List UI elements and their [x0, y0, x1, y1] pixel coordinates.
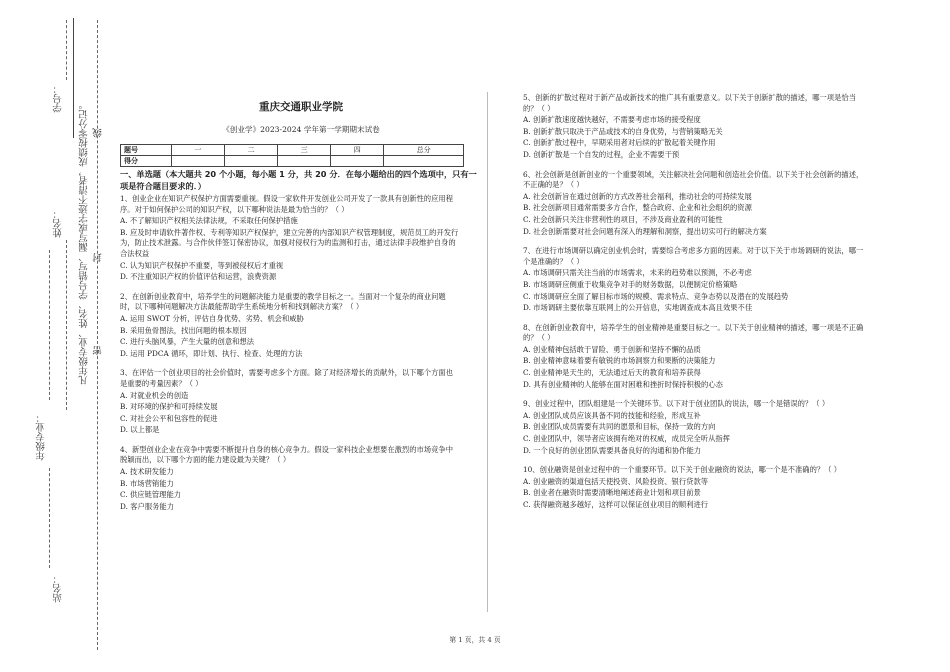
option-a: A. 不了解知识产权相关法律法规，不采取任何保护措施: [120, 216, 298, 226]
score-table-score-row: [121, 156, 464, 167]
option-b: B. 社会创新项目通常需要多方合作，整合政府、企业和社会组织的资源: [523, 203, 752, 213]
option-a: A. 创业精神包括敢于冒险、勇于创新和坚持不懈的品质: [523, 344, 701, 354]
question-text: 10、创业融资是创业过程中的一个重要环节。以下关于创业融资的说法，哪一个是不准确的？（ ）: [523, 465, 842, 475]
score-cell: [331, 156, 384, 167]
option-a: A. 技术研发能力: [120, 467, 174, 477]
question-text: 5、创新的扩散过程对于新产品或新技术的推广具有重要意义。以下关于创新扩散的描述，哪一项是恰当的？（ ）: [523, 93, 856, 113]
option-d: D. 客户服务能力: [120, 501, 175, 511]
seal-dashed-line: [97, 20, 98, 650]
option-d: D. 市场调研主要依靠互联网上的公开信息，实地调查成本高且效果不佳: [523, 303, 753, 313]
score-cell: 一: [172, 145, 225, 156]
score-cell: [225, 156, 278, 167]
name-label: 姓名：: [53, 209, 64, 238]
option-b: B. 创业团队成员需要有共同的愿景和目标，保持一致的方向: [523, 422, 716, 432]
question-text: 6、社会创新是创新创业的一个重要领域，关注解决社会问题和创造社会价值。以下关于社会创新的描述，不正确的是？（ ）: [523, 169, 864, 190]
option-b: B. 对环境的保护和可持续发展: [120, 402, 218, 412]
option-b: B. 应及时申请软件著作权、专利等知识产权保护，建立完善的内部知识产权管理制度，规范员工的开发行为，防止技术泄露。与合作伙伴签订保密协议，加强对侵权行为的监测和打击，通过法律手段维护自身的合法权益: [120, 227, 459, 258]
score-table: [120, 144, 464, 167]
option-b: B. 采用鱼骨图法，找出问题的根本原因: [120, 325, 247, 335]
question-9: [523, 399, 868, 456]
option-b: B. 市场调研应侧重于收集竞争对手的财务数据，以便制定价格策略: [523, 279, 738, 289]
question-text: 1、创业企业在知识产权保护方面需要重视。假设一家软件开发创业公司开发了一款具有创新性的应用程序。对于如何保护公司的知识产权，以下哪种说法是最为恰当的？（ ）: [120, 194, 453, 214]
score-cell: [172, 156, 225, 167]
question-text: 4、新型创业企业在竞争中需要不断提升自身的核心竞争力。假设一家科技企业想要在激烈的市场竞争中脱颖而出，以下哪个方面的能力建设最为关键？（ ）: [120, 444, 453, 465]
seal-char-mi: 密: [93, 346, 104, 356]
student-id-fill-line: [66, 20, 67, 80]
column-divider: [487, 92, 488, 612]
student-id-label: 学号：: [53, 84, 64, 113]
question-text: 8、在创新创业教育中，培养学生的创业精神是重要目标之一。以下关于创业精神的描述，哪一项是不正确的？（ ）: [523, 322, 864, 343]
question-7: [523, 246, 868, 314]
option-c: C. 市场调研应全面了解目标市场的规模、需求特点、竞争态势以及潜在的发展趋势: [523, 291, 789, 301]
option-d: D. 创新扩散是一个自发的过程，企业不需要干预: [523, 149, 680, 159]
option-d: D. 具有创业精神的人能够在面对困难和挫折时保持积极的心态: [523, 379, 723, 389]
question-8: [523, 323, 868, 391]
exam-notice: 凡年级专业、姓名、学号错写、漏写或字迹不清者，成绩按零分记。: [79, 100, 90, 385]
option-d: D. 以上都是: [120, 425, 160, 435]
score-table-header-row: [121, 145, 464, 156]
option-a: A. 创业团队成员应该具备不同的技能和经验，形成互补: [523, 410, 701, 420]
option-d: D. 不注重知识产权的价值评估和运营，浪费资源: [120, 272, 277, 282]
question-1: [120, 194, 460, 283]
score-cell: 三: [278, 145, 331, 156]
option-d: D. 运用 PDCA 循环，即计划、执行、检查、处理的方法: [120, 348, 303, 358]
option-c: C. 创新扩散过程中，早期采用者对后续的扩散起着关键作用: [523, 138, 716, 148]
option-c: C. 社会创新只关注非营利性的项目，不涉及商业盈利的可能性: [523, 214, 723, 224]
major-fill-line-2: [66, 240, 67, 410]
major-label: 年级专业：: [36, 413, 47, 461]
question-text: 9、创业过程中，团队组建是一个关键环节。以下对于创业团队的说法，哪一个是错误的？（ ）: [523, 399, 830, 409]
option-b: B. 市场营销能力: [120, 478, 174, 488]
option-c: C. 对社会公平和包容性的促进: [120, 413, 218, 423]
school-name: 重庆交通职业学院: [259, 101, 343, 113]
score-cell: 题号: [121, 145, 172, 156]
score-cell: 得分: [121, 156, 172, 167]
exam-title: 《创业学》2023-2024 学年第一学期期末试卷: [222, 125, 380, 134]
binding-margin: [0, 0, 112, 672]
left-column: [120, 194, 460, 521]
option-a: A. 社会创新旨在通过创新的方式改善社会福利，推动社会的可持续发展: [523, 191, 752, 201]
question-10: [523, 465, 868, 510]
option-c: C. 供应链管理能力: [120, 490, 182, 500]
question-3: [120, 368, 460, 436]
score-cell: 二: [225, 145, 278, 156]
seal-char-xian: 线: [93, 128, 104, 138]
question-text: 3、在评估一个创业项目的社会价值时，需要考虑多个方面。除了对经济增长的贡献外，以下哪个方面也是重要的考量因素？（ ）: [120, 368, 453, 388]
option-a: A. 运用 SWOT 分析，评估自身优势、劣势、机会和威胁: [120, 313, 304, 323]
option-a: A. 市场调研只需关注当前的市场需求，未来的趋势难以预测，不必考虑: [523, 268, 752, 278]
score-cell: [384, 156, 464, 167]
option-b: B. 创业精神意味着要有敏锐的市场洞察力和果断的决策能力: [523, 356, 716, 366]
option-c: C. 获得融资越多越好，这样可以保证创业项目的顺利进行: [523, 500, 709, 509]
question-6: [523, 170, 868, 238]
station-label: 站名：: [53, 574, 64, 603]
page-footer: 第 1 页，共 4 页: [449, 636, 501, 644]
option-b: B. 创新扩散只取决于产品或技术的自身优势，与营销策略无关: [523, 126, 723, 136]
seal-char-feng: 封: [93, 253, 104, 263]
score-cell: 四: [331, 145, 384, 156]
option-a: A. 创业融资的渠道包括天使投资、风险投资、银行贷款等: [523, 476, 709, 486]
option-b: B. 创业者在融资时需要清晰地阐述商业计划和项目前景: [523, 488, 701, 498]
question-4: [120, 445, 460, 513]
option-c: C. 创业精神是天生的，无法通过后天的教育和培养获得: [523, 368, 701, 378]
option-c: C. 认为知识产权保护不重要，等到被侵权后才重视: [120, 260, 284, 270]
option-a: A. 对就业机会的创造: [120, 390, 189, 400]
option-d: D. 一个良好的创业团队需要具备良好的沟通和协作能力: [523, 445, 702, 455]
right-column: [523, 93, 868, 520]
score-cell: [278, 156, 331, 167]
top-border-line: [73, 18, 74, 138]
major-fill-line: [49, 468, 50, 568]
option-a: A. 创新扩散速度越快越好，不需要考虑市场的接受程度: [523, 115, 701, 125]
question-text: 2、在创新创业教育中，培养学生的问题解决能力是重要的教学目标之一。当面对一个复杂的商业问题时，以下哪种问题解决方法最能帮助学生系统地分析和找到解决方案？（ ）: [120, 291, 446, 312]
option-d: D. 社会创新需要对社会问题有深入的理解和洞察，提出切实可行的解决方案: [523, 226, 767, 236]
question-text: 7、在进行市场调研以确定创业机会时，需要综合考虑多方面的因素。对于以下关于市场调研的说法，哪一个是准确的？（ ）: [523, 246, 864, 266]
score-cell: 总分: [384, 145, 464, 156]
question-5: [523, 93, 868, 161]
option-c: C. 进行头脑风暴，产生大量的创意和想法: [120, 337, 255, 347]
question-2: [120, 292, 460, 360]
section-heading: 一、单选题（本大题共 20 个小题，每小题 1 分，共 20 分．在每小题给出的四个选项中，只有一项是符合题目要求的．）: [120, 169, 477, 191]
name-fill-line: [49, 250, 50, 400]
option-c: C. 创业团队中，领导者应该拥有绝对的权威，成员完全听从指挥: [523, 434, 730, 444]
